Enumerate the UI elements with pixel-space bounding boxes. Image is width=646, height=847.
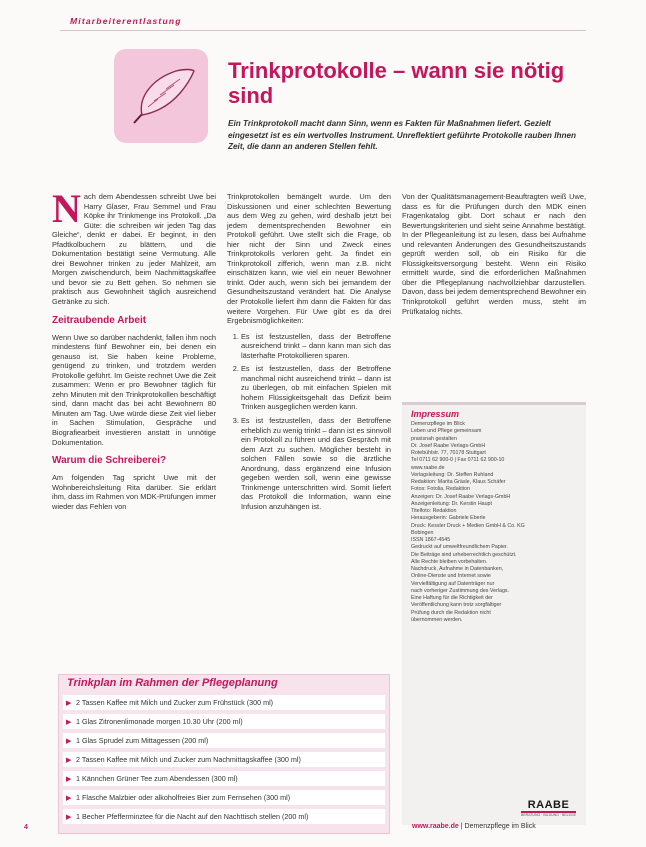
publisher-logo-word: RAABE — [521, 799, 576, 813]
feather-icon — [114, 49, 208, 143]
trinkplan-item: 2 Tassen Kaffee mit Milch und Zucker zum Nachmittagskaffee (300 ml) — [76, 755, 301, 764]
trinkplan-row — [63, 733, 385, 748]
publisher-logo-tagline: BERATUNG · BILDUNG · BELEGE — [521, 813, 576, 817]
trinkplan-row — [63, 695, 385, 710]
lead-paragraph: Ein Trinkprotokoll macht dann Sinn, wenn es Fakten für Maßnahmen liefert. Gezielt eingesetzt ist es ein wertvolles Instrument. Unreflektiert geführte Protokolle rauben Ihnen Zeit, die dann an anderen Stellen fehlt. — [228, 119, 577, 151]
trinkplan-item: 1 Flasche Malzbier oder alkoholfreies Bier zum Fernsehen (300 ml) — [76, 793, 291, 802]
trinkplan-row — [63, 809, 385, 824]
paragraph: Am folgenden Tag spricht Uwe mit der Wohnbereichsleitung Rita darüber. Sie erklärt ihm, dass im Rahmen von MDK-Prüfungen immer wieder das Fehlen von — [52, 473, 216, 511]
result-list — [227, 332, 391, 512]
paragraph: ach dem Abendessen schreibt Uwe bei Harry Glaser, Frau Semmel und Frau Köpke ihr Trinkmenge ins Protokoll. „Da Güte: die schreiben wir jeden Tag das Gleiche“, denkt er dabei. Er beginnt, in den Pfadtkolbuchern zu blättern, und die Dokumentation bestätigt seine Vermutung. Alle drei Bewohner trinken zu jeder Mahlzeit, am Morgen zwischendurch, beim Nachmittagskaffee und bevor sie zu Bett gehen. So nehmen sie praktisch aus Gewohnheit täglich ausreichend Getränke zu sich. — [52, 192, 216, 307]
subheading: Warum die Schreiberei? — [52, 455, 167, 467]
list-item: 1. Es ist festzustellen, dass der Betroffene ausreichend trinkt – dann kann man sich das lästerhafte Protokollieren sparen. — [241, 332, 391, 361]
arrow-icon: ▶ — [66, 699, 72, 707]
article-column-3 — [402, 192, 586, 316]
article-column-2 — [227, 192, 391, 516]
list-item: 2. Es ist festzustellen, dass der Betroffene manchmal nicht ausreichend trinkt – dann ist zu überlegen, ob mit einfachen Spielen mit hohem Flüssigkeitsgehalt das Defizit beim Trinken ausgeglichen werden kann. — [241, 364, 391, 412]
page-number: 4 — [24, 824, 28, 831]
trinkplan-title: Trinkplan im Rahmen der Pflegeplanung — [67, 677, 278, 689]
trinkplan-row — [63, 790, 385, 805]
footer-publication-name: | Demenzpflege im Blick — [458, 823, 536, 830]
impressum-box — [402, 402, 586, 825]
paragraph: Wenn Uwe so darüber nachdenkt, fallen ihm noch mindestens fünf Bewohner ein, bei denen ein genauso ist. Sie haben keine Probleme, genügend zu trinken, und trotzdem werden Protokolle geführt. Im Geiste rechnet Uwe die Zeit zusammen: Wenn er pro Bewohner täglich für zehn Minuten mit den Trinkprotokollen beschäftigt sind, dann macht das bei acht Bewohnern 80 Minuten am Tag. Uwe würde diese Zeit viel lieber in Sachen Stimulation, Gespräche und Biografiearbeit investieren anstatt in unnötige Dokumentation. — [52, 332, 216, 447]
article-column-1 — [52, 186, 216, 511]
arrow-icon: ▶ — [66, 794, 72, 802]
trinkplan-row — [63, 771, 385, 786]
paragraph: Von der Qualitätsmanagement-Beauftragten weiß Uwe, dass es für die Prüfungen durch den MDK einen Fragenkatalog gibt. Dort schaut er nach den Bewertungskriterien und sieht seine Annahme bestätigt. In der Pflegeanleitung ist zu lesen, dass bei Aufnahme und relevanten Änderungen des Gesundheitszustands geprüft werden soll, ob ein Risiko für die Flüssigkeitsversorgung besteht. Wenn ein Risiko ermittelt wurde, sind die erforderlichen Maßnahmen über die Pflegeplanung nachvollziehbar darzustellen. Davon, dass bei jedem dementsprechend Bewohner ein Trinkprotokoll geführt werden muss, steht im Prüfkatalog nichts. — [402, 192, 586, 316]
trinkplan-item: 1 Glas Zitronenlimonade morgen 10.30 Uhr (200 ml) — [76, 717, 243, 726]
arrow-icon: ▶ — [66, 813, 72, 821]
feather-icon-box — [114, 49, 208, 143]
arrow-icon: ▶ — [66, 775, 72, 783]
publisher-logo — [521, 799, 576, 817]
footer-publication — [412, 823, 536, 830]
trinkplan-box — [58, 674, 390, 834]
trinkplan-row — [63, 752, 385, 767]
subheading: Zeitraubende Arbeit — [52, 314, 147, 326]
trinkplan-item: 2 Tassen Kaffee mit Milch und Zucker zum Frühstück (300 ml) — [76, 698, 274, 707]
trinkplan-row — [63, 714, 385, 729]
drop-cap: N — [52, 186, 81, 231]
impressum-heading: Impressum — [411, 409, 460, 419]
page-title: Trinkprotokolle – wann sie nötig sind — [228, 58, 565, 108]
arrow-icon: ▶ — [66, 737, 72, 745]
impressum-text: Demenzpflege im Blick Leben und Pflege gemeinsam praxisnah gestalten Dr. Josef Raabe Verlags-GmbH Rotebühlstr. 77, 70178 Stuttgart Tel 0711 62 900-0 | Fax 0711 62 900-10 www.raabe.de Verlagsleitung: Dr. Steffen Ruhland Redaktion: Marita Gräsle, Klaus Schäfer Fotos: Fotolia, Redaktion Anzeigen: Dr. Josef Raabe Verlags-GmbH Anzeigenleitung: Dr. Kerstin Haupt Titelfoto: Redaktion Herausgeberin: Gabriele Eberle Druck: Kessler Druck + Medien GmbH & Co. KG Bobingen ISSN 1867-4545 Gedruckt auf umweltfreundlichem Papier. Die Beiträge sind urheberrechtlich geschützt. Alle Rechte bleiben vorbehalten. Nachdruck, Aufnahme in Datenbanken, Online-Dienste und Internet sowie Vervielfältigung auf Datenträger nur nach vorheriger Zustimmung des Verlags. Eine Haftung für die Richtigkeit der Veröffentlichung kann trotz sorgfältiger Prüfung durch die Redaktion nicht übernommen werden. — [411, 421, 525, 623]
arrow-icon: ▶ — [66, 756, 72, 764]
header-divider — [60, 30, 586, 31]
footer-url[interactable]: www.raabe.de — [412, 823, 459, 830]
list-item: 3. Es ist festzustellen, dass der Betroffene erheblich zu wenig trinkt – dann ist es sinnvoll ein Protokoll zu führen und das Gespräch mit dem Arzt zu suchen. Möglicher besteht in solchen Fällen sowie so die ärztliche Anordnung, dass ergänzend eine Infusion gegeben werden soll, wenn eine gewisse Trinkmenge unterschritten wird. Somit liefert das Protokoll die Information, wann eine Infusion anzuhängen ist. — [241, 416, 391, 511]
trinkplan-item: 1 Glas Sprudel zum Mittagessen (200 ml) — [76, 736, 209, 745]
paragraph: Trinkprotokollen bemängelt wurde. Um den Diskussionen und einer schlechten Bewertung aus dem Weg zu gehen, wird deshalb jetzt bei jedem dementsprechenden Bewohner ein Protokoll geführt. Uwe stellt sich die Frage, ob hier nicht der Sinn und Zweck eines Trinkprotokolls verloren geht. Ja findet ein Trinkprotokoll zifferich, wenn man z.B. nicht einschätzen kann, wie viel ein neuer Bewohner trinkt. Oder auch, wenn sich bei jemandem der Gesundheitszustand verändert hat. Die Analyse der Protokolle liefert ihm dann die Fakten für das weitere Vorgehen. Für Uwe gibt es da drei Ergebnismöglichkeiten: — [227, 192, 391, 326]
trinkplan-item: 1 Becher Pfefferminztee für die Nacht auf den Nachttisch stellen (200 ml) — [76, 812, 309, 821]
section-label: Mitarbeiterentlastung — [70, 16, 182, 26]
trinkplan-item: 1 Kännchen Grüner Tee zum Abendessen (300 ml) — [76, 774, 238, 783]
arrow-icon: ▶ — [66, 718, 72, 726]
